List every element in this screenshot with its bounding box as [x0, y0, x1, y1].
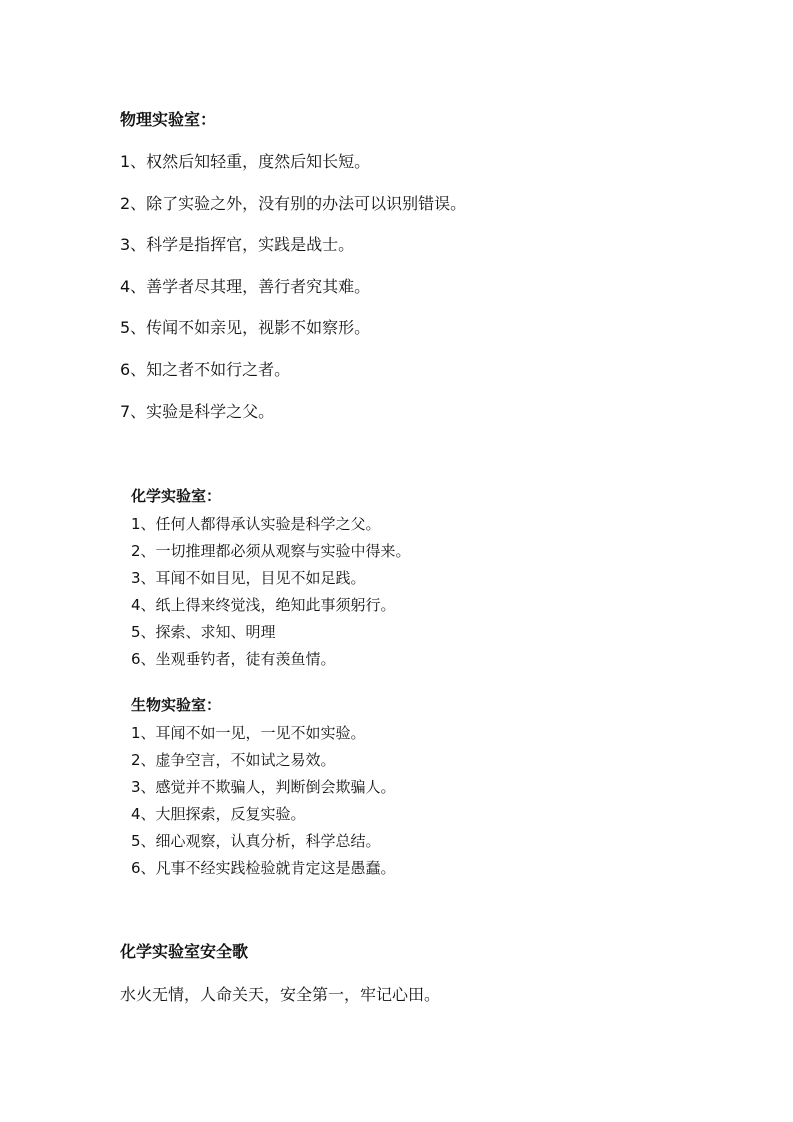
chemistry-lab-heading: 化学实验室：	[131, 487, 222, 505]
biology-item: 1、耳闻不如一见，一见不如实验。	[131, 724, 366, 742]
safety-song-text: 水火无情，人命关天，安全第一，牢记心田。	[120, 985, 441, 1004]
biology-item: 6、凡事不经实践检验就肯定这是愚蠢。	[131, 859, 396, 877]
biology-item: 3、感觉并不欺骗人，判断倒会欺骗人。	[131, 778, 396, 796]
safety-song-heading: 化学实验室安全歌	[120, 942, 249, 961]
physics-item: 1、权然后知轻重，度然后知长短。	[120, 152, 371, 171]
chemistry-item: 5、探索、求知、明理	[131, 623, 276, 641]
chemistry-item: 2、一切推理都必须从观察与实验中得来。	[131, 542, 411, 560]
chemistry-item: 3、耳闻不如目见，目见不如足践。	[131, 569, 366, 587]
physics-item: 7、实验是科学之父。	[120, 402, 275, 421]
physics-item: 6、知之者不如行之者。	[120, 360, 291, 379]
biology-item: 5、细心观察，认真分析，科学总结。	[131, 832, 381, 850]
biology-item: 4、大胆探索，反复实验。	[131, 805, 306, 823]
physics-item: 4、善学者尽其理，善行者究其难。	[120, 277, 371, 296]
chemistry-item: 4、纸上得来终觉浅，绝知此事须躬行。	[131, 596, 396, 614]
physics-item: 5、传闻不如亲见，视影不如察形。	[120, 318, 371, 337]
physics-lab-heading: 物理实验室：	[120, 110, 217, 129]
biology-lab-heading: 生物实验室：	[131, 696, 222, 714]
physics-item: 2、除了实验之外，没有别的办法可以识别错误。	[120, 194, 467, 213]
chemistry-item: 6、坐观垂钓者，徒有羡鱼情。	[131, 650, 336, 668]
biology-item: 2、虚争空言，不如试之易效。	[131, 751, 336, 769]
physics-item: 3、科学是指挥官，实践是战士。	[120, 235, 355, 254]
chemistry-item: 1、任何人都得承认实验是科学之父。	[131, 515, 381, 533]
